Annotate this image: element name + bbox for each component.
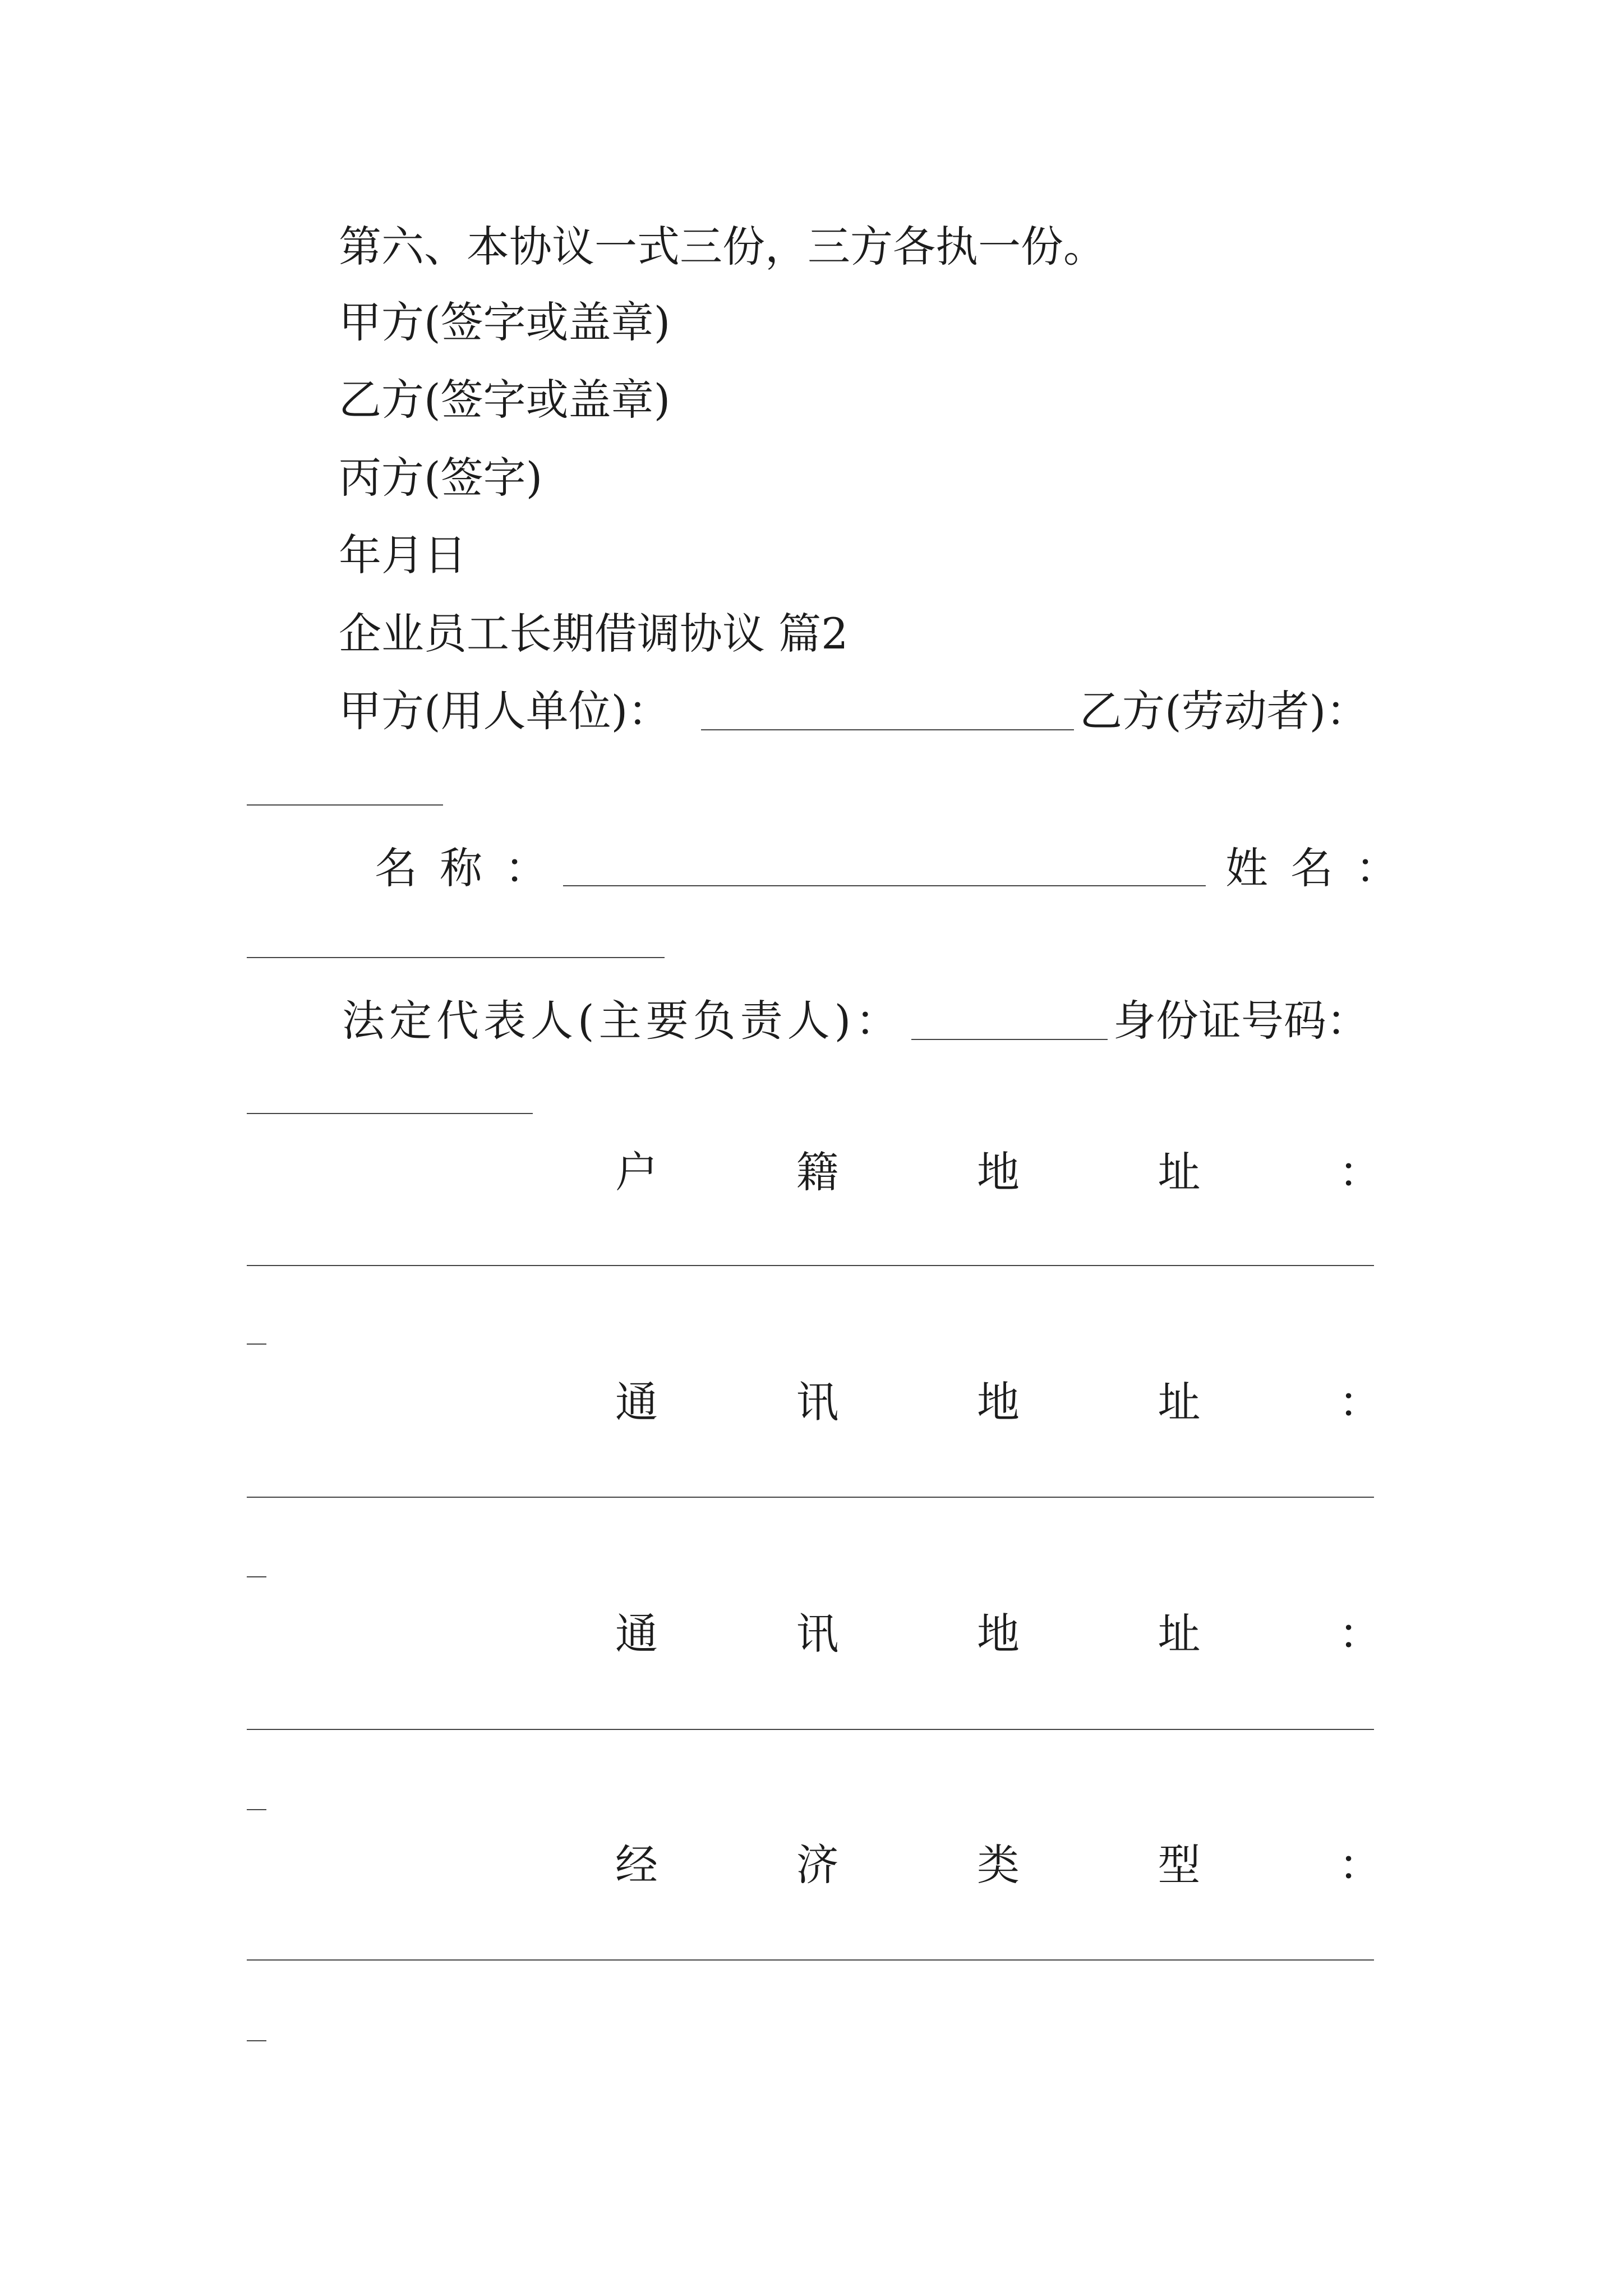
label-char: 址 xyxy=(1158,1147,1201,1197)
label-char: 类 xyxy=(977,1840,1020,1890)
employer-label: 甲方(用人单位)： xyxy=(339,686,671,736)
paragraph-text: 第六、本协议一式三份，三方各执一份。 xyxy=(339,222,1106,272)
mailing-address-2-blank-tail xyxy=(247,1809,266,1810)
label-char: 地 xyxy=(977,1609,1020,1659)
paragraph-text: 乙方(签字或盖章) xyxy=(339,375,671,425)
label-char: 户 xyxy=(615,1147,658,1197)
label-char: 型 xyxy=(1158,1840,1201,1890)
legal-representative-label: 法定代表人(主要负责人)： xyxy=(342,996,903,1046)
label-char: 经 xyxy=(615,1840,658,1890)
spaced-label xyxy=(615,1837,1382,1893)
section-title: 企业员工长期借调协议 篇2 xyxy=(339,609,849,659)
household-address-blank-tail xyxy=(247,1343,266,1345)
label-char: 通 xyxy=(615,1377,658,1427)
name-row xyxy=(0,840,1623,896)
label-char: ： xyxy=(1339,1840,1381,1890)
label-char: ： xyxy=(1339,1609,1381,1659)
mailing-address-blank-tail xyxy=(247,1576,266,1577)
household-address-row xyxy=(0,1144,1623,1200)
party-a-signature-line xyxy=(0,295,1623,351)
label-char: ： xyxy=(1339,1147,1381,1197)
economic-type-blank xyxy=(247,1959,1374,1961)
label-char: 讯 xyxy=(796,1609,839,1659)
mailing-address-blank xyxy=(247,1497,1374,1498)
legal-representative-blank xyxy=(911,1039,1108,1040)
mailing-address-row-2 xyxy=(0,1606,1623,1662)
id-number-label: 身份证号码： xyxy=(1113,996,1369,1046)
paragraph-text: 甲方(签字或盖章) xyxy=(339,297,671,347)
company-name-blank xyxy=(563,885,1206,886)
household-address-blank xyxy=(247,1265,1374,1266)
label-char: ： xyxy=(1339,1377,1381,1427)
employer-blank xyxy=(701,729,1074,730)
paragraph-text: 丙方(签字) xyxy=(339,453,543,503)
employee-label: 乙方(劳动者)： xyxy=(1080,686,1369,736)
party-row xyxy=(0,683,1623,739)
spaced-label xyxy=(615,1606,1382,1662)
paragraph-text: 年月日 xyxy=(339,530,467,580)
person-name-blank-continuation xyxy=(247,957,665,958)
label-char: 地 xyxy=(977,1147,1020,1197)
company-name-label: 名称： xyxy=(375,843,570,893)
section-heading xyxy=(0,606,1623,662)
paragraph-copies-clause xyxy=(0,219,1623,275)
economic-type-row xyxy=(0,1837,1623,1893)
date-line xyxy=(0,527,1623,583)
party-c-signature-line xyxy=(0,450,1623,506)
person-name-label: 姓名： xyxy=(1225,843,1421,893)
label-char: 地 xyxy=(977,1377,1020,1427)
mailing-address-row xyxy=(0,1374,1623,1430)
label-char: 籍 xyxy=(796,1147,839,1197)
label-char: 址 xyxy=(1158,1609,1201,1659)
employee-blank-continuation xyxy=(247,804,443,806)
label-char: 济 xyxy=(796,1840,839,1890)
label-char: 讯 xyxy=(796,1377,839,1427)
id-number-blank-continuation xyxy=(247,1113,533,1114)
economic-type-blank-tail xyxy=(247,2040,266,2041)
party-b-signature-line xyxy=(0,372,1623,428)
spaced-label xyxy=(615,1144,1382,1200)
mailing-address-2-blank xyxy=(247,1729,1374,1730)
representative-row xyxy=(0,993,1623,1049)
label-char: 址 xyxy=(1158,1377,1201,1427)
spaced-label xyxy=(615,1374,1382,1430)
label-char: 通 xyxy=(615,1609,658,1659)
